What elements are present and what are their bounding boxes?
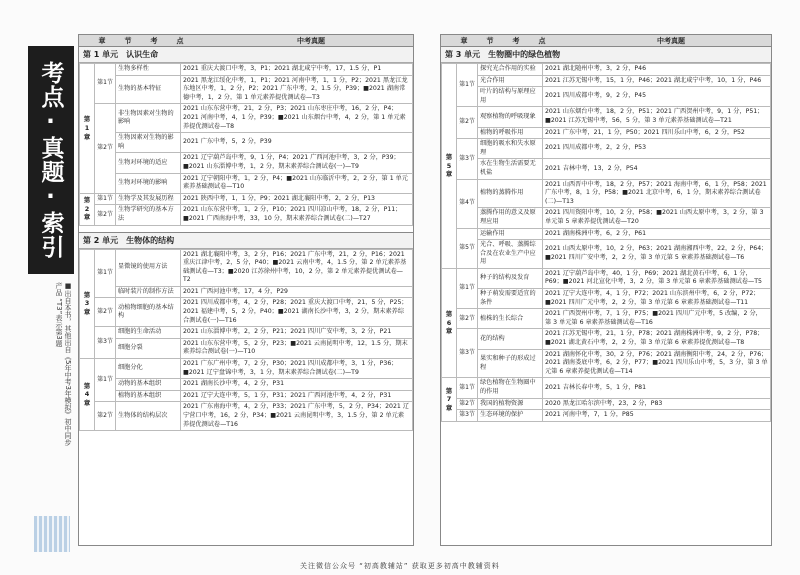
topic-cell: 观察植物的呼吸现象 <box>478 107 543 127</box>
table-row <box>80 193 413 205</box>
section-cell: 第1节 <box>457 378 478 398</box>
topic-cell: 生物学研究的基本方法 <box>116 205 181 225</box>
unit-title: 第 3 单元 生物圈中的绿色植物 <box>441 46 771 63</box>
left-table-body <box>79 46 413 431</box>
exam-cell: 2021 辽宁朝阳中考，1，2 分，P4；■2021 山东临沂中考，2，2 分，第 1 单元素养基础测试卷—T10 <box>181 173 413 193</box>
table-row <box>80 298 413 327</box>
table-header <box>441 35 771 46</box>
section-cell: 第2节 <box>457 309 478 329</box>
exam-cell: 2021 山东东营中考，1，2 分，P10；2021 四川凉山中考，18，2 分，P11；■2021 广西南海中考，33，10 分，期末素养综合测试卷(二)—T27 <box>181 205 413 225</box>
table-row <box>442 240 771 269</box>
table-row <box>442 127 771 139</box>
section-cell: 第3节 <box>457 410 478 422</box>
topic-cell: 叶片的结构与原理应用 <box>478 87 543 107</box>
exam-cell: 2021 山东东营中考，21，2 分，P3；2021 山东枣庄中考，16，2 分，P4；2021 河南中考，4，1 分，P39；■2021 山东烟台中考，4，2 分，第 1 单元素养提优测试卷—T8 <box>181 104 413 133</box>
exam-cell: 2021 广西贺州中考，7，1 分，P75；■2021 四川广元中考，5 改编，2 分，第 3 单元第 6 章素养基础测试卷—T16 <box>543 309 771 329</box>
topic-cell: 细胞的吸水和失水原理 <box>478 139 543 159</box>
topic-cell: 种子的结构及发育 <box>478 268 543 288</box>
topic-cell: 花的结构 <box>478 329 543 349</box>
table-row <box>442 398 771 410</box>
exam-cell: 2021 广东中考，5，2 分，P39 <box>181 133 413 153</box>
topic-cell: 生物的基本特征 <box>116 75 181 104</box>
topic-cell: 果实和种子的形成过程 <box>478 349 543 378</box>
exam-cell: 2021 广西河池中考，17，4 分，P29 <box>181 286 413 298</box>
topic-cell: 光合、呼吸、蒸腾综合及在农业生产中应用 <box>478 240 543 269</box>
topic-cell: 临时装片的制作方法 <box>116 286 181 298</box>
table-row <box>442 289 771 309</box>
exam-cell: 2021 山西太原中考，10，2 分，P63；2021 湖南湘西中考，22，2 分，P64；■2021 四川广安中考，2，2 分，第 3 单元第 5 章素养基础测试卷—T6 <box>543 240 771 269</box>
chapter-cell: 第3章 <box>80 249 95 359</box>
table-row <box>442 228 771 240</box>
exam-cell: 2021 江苏无锡中考，15，1 分，P46；2021 湖北咸宁中考，10，1 分，P46 <box>543 75 771 87</box>
table-row <box>442 159 771 179</box>
exam-cell: 2021 重庆大渡口中考，3，P1；2021 湖北咸宁中考，17，1.5 分，P1 <box>181 64 413 76</box>
topic-cell: 运输作用 <box>478 228 543 240</box>
topic-cell: 生物因素对生物的影响 <box>116 133 181 153</box>
topic-cell: 植物的基本组织 <box>116 390 181 402</box>
exam-cell: 2021 四川成都中考，2，2 分，P53 <box>543 139 771 159</box>
exam-cell: 2021 吉林中考，13，2 分，P54 <box>543 159 771 179</box>
section-cell: 第1节 <box>457 268 478 308</box>
table-row <box>442 268 771 288</box>
side-band <box>28 46 74 546</box>
left-panel <box>78 34 414 546</box>
topic-cell: 生物对环境的影响 <box>116 173 181 193</box>
table-row <box>442 75 771 87</box>
section-cell: 第1节 <box>95 193 116 205</box>
topic-cell: 动物的基本组织 <box>116 379 181 391</box>
chapter-cell: 第4章 <box>80 359 95 431</box>
table-row <box>80 153 413 173</box>
topic-cell: 生态环境的保护 <box>478 410 543 422</box>
chapter-cell: 第1章 <box>80 64 95 194</box>
exam-cell: 2021 湖南怀化中考，30，2 分，P76；2021 湖南衡阳中考，24，2 分，P76；2021 湖南娄底中考，6，2 分，P77；■2021 四川乐山中考，5，3 分，第 3 单元第 6 章素养提优测试卷—T14 <box>543 349 771 378</box>
exam-cell: 2021 吉林长春中考，5，1 分，P81 <box>543 378 771 398</box>
topic-cell: 生物多样性 <box>116 64 181 76</box>
section-cell: 第1节 <box>457 64 478 107</box>
table-row <box>80 104 413 133</box>
side-note: ■出自本书，其他出自《5年中考3年模拟》初中同步产品 “T3”表示第3题 <box>55 282 72 446</box>
table-header <box>79 35 413 46</box>
section-cell: 第1节 <box>95 64 116 104</box>
table-row <box>442 87 771 107</box>
chapter-cell: 第2章 <box>80 193 95 225</box>
exam-cell: 2021 广东南海中考，4，2 分，P33；2021 广东中考，5，2 分，P34；2021 辽宁营口中考，16，2 分，P34；■2021 云南昆明中考，3，1.5 分，第 2 单元素养提优测试卷—T16 <box>181 402 413 431</box>
section-cell: 第4节 <box>457 179 478 228</box>
table-row <box>80 338 413 358</box>
table-row <box>80 205 413 225</box>
section-cell: 第3节 <box>457 329 478 378</box>
exam-cell: 2021 陕西中考，1，1 分，P9；2021 湖北襄阳中考，2，2 分，P13 <box>181 193 413 205</box>
topic-cell: 非生物因素对生物的影响 <box>116 104 181 133</box>
section-cell: 第2节 <box>95 104 116 193</box>
table-row <box>442 179 771 208</box>
table-row <box>80 390 413 402</box>
section-cell: 第2节 <box>95 402 116 431</box>
exam-cell: 2020 黑龙江哈尔滨中考，23，2 分，P83 <box>543 398 771 410</box>
exam-cell: 2021 河南中考，7，1 分，P85 <box>543 410 771 422</box>
unit-title: 第 1 单元 认识生命 <box>79 46 413 63</box>
topic-cell: 绿色植物在生物圈中的作用 <box>478 378 543 398</box>
table-row <box>442 208 771 228</box>
topic-cell: 植物的呼吸作用 <box>478 127 543 139</box>
exam-cell: 2021 广东中考，21，1 分，P50；2021 四川乐山中考，6，2 分，P52 <box>543 127 771 139</box>
chapter-cell: 第7章 <box>442 378 457 421</box>
table-row <box>80 379 413 391</box>
section-cell: 第2节 <box>95 298 116 327</box>
exam-cell: 2021 山东淄博中考，2，2 分，P21；2021 四川广安中考，3，2 分，P21 <box>181 327 413 339</box>
section-cell: 第1节 <box>95 249 116 298</box>
topic-cell: 水在生物生活需要无机盐 <box>478 159 543 179</box>
unit-table <box>79 63 413 226</box>
section-cell: 第3节 <box>95 327 116 359</box>
topic-cell: 细胞的生命活动 <box>116 327 181 339</box>
topic-cell: 动植物细胞的基本结构 <box>116 298 181 327</box>
topic-cell: 生物体的结构层次 <box>116 402 181 431</box>
exam-cell: 2021 山东烟台中考，18，2 分，P51；2021 广西贺州中考，9，1 分，P51；■2021 江苏无锡中考，56，5 分，第 3 单元素养基础测试卷—T21 <box>543 107 771 127</box>
exam-cell: 2021 湖南株洲中考，6，2 分，P61 <box>543 228 771 240</box>
table-row <box>442 349 771 378</box>
section-cell: 第2节 <box>457 398 478 410</box>
exam-cell: 2021 湖北襄阳中考，3，2 分，P16；2021 广东中考，21，2 分，P16；2021 重庆江津中考，2，5 分，P40；■2021 云南中考，4，1.5 分，第 2 单元素养基础测试卷—T3；■2020 江苏徐州中考，10，2 分，第 2 单元素养提优测试卷—T2 <box>181 249 413 286</box>
section-cell: 第2节 <box>457 107 478 139</box>
qr-code-icon <box>34 516 70 552</box>
topic-cell: 探究光合作用的实验 <box>478 64 543 76</box>
header-topic: 章 节 考 点 <box>98 36 190 45</box>
topic-cell: 生物对环境的适应 <box>116 153 181 173</box>
topic-cell: 蒸腾作用的意义及原理应用 <box>478 208 543 228</box>
table-row <box>80 286 413 298</box>
footer-note: 关注微信公众号 “初高教辅站” 获取更多初高中教辅资料 <box>300 562 500 570</box>
right-table-body <box>441 46 771 422</box>
exam-cell: 2021 四川成都中考，9，2 分，P45 <box>543 87 771 107</box>
table-row <box>80 402 413 431</box>
table-row <box>80 64 413 76</box>
topic-cell: 细胞分化 <box>116 359 181 379</box>
topic-cell: 光合作用 <box>478 75 543 87</box>
table-row <box>80 75 413 104</box>
header-exams: 中考真题 <box>657 36 685 45</box>
exam-cell: 2021 辽宁葫芦岛中考，40，1 分，P69；2021 湖北黄石中考，6，1 分，P69；■2021 河北宣化中考，3，2 分，第 3 单元第 6 章素养基础测试卷—T5 <box>543 268 771 288</box>
table-row <box>442 107 771 127</box>
exam-cell: 2021 湖南长沙中考，4，2 分，P31 <box>181 379 413 391</box>
exam-cell: 2021 辽宁大连中考，4，1 分，P72；2021 山东滨州中考，6，2 分，P72；■2021 四川广元中考，2，2 分，第 3 单元第 6 章素养基础测试卷—T11 <box>543 289 771 309</box>
table-row <box>80 327 413 339</box>
exam-cell: 2021 黑龙江绥化中考，1，P1；2021 河南中考，1，1 分，P2；2021 黑龙江龙东地区中考，1，2 分，P2；2021 广东中考，2，1.5 分，P39；■2021 湖南常德中考，1，2 分，第 1 单元素养提优测试卷—T3 <box>181 75 413 104</box>
topic-cell: 植株的生长综合 <box>478 309 543 329</box>
exam-cell: 2021 湖北随州中考，3，2 分，P46 <box>543 64 771 76</box>
chapter-cell: 第6章 <box>442 268 457 378</box>
chapter-cell: 第5章 <box>442 64 457 269</box>
table-row <box>442 329 771 349</box>
unit-table <box>441 63 771 422</box>
table-row <box>442 410 771 422</box>
section-cell: 第3节 <box>457 139 478 179</box>
table-row <box>442 139 771 159</box>
table-row <box>80 173 413 193</box>
header-topic: 章 节 考 点 <box>460 36 552 45</box>
exam-cell: 2021 四川成都中考，4，2 分，P28；2021 重庆大渡口中考，21，5 分，P25；2021 福建中考，5，2 分，P40；■2021 湖南长沙中考，3，2 分，期末素养综合测试卷(一)—T16 <box>181 298 413 327</box>
topic-cell: 我国的植物资源 <box>478 398 543 410</box>
exam-cell: 2021 山西晋中中考，18，2 分，P57；2021 海南中考，6，1 分，P58；2021 广东中考，8，1 分，P58；■2021 北京中考，6，1 分，期末素养综合测试卷(二)—T13 <box>543 179 771 208</box>
topic-cell: 植物的蒸腾作用 <box>478 179 543 208</box>
right-panel <box>440 34 772 546</box>
topic-cell: 细胞分裂 <box>116 338 181 358</box>
unit-title: 第 2 单元 生物体的结构 <box>79 232 413 249</box>
unit-table <box>79 249 413 432</box>
exam-cell: 2021 广东广州中考，7，2 分，P30；2021 四川成都中考，3，1 分，P36；■2021 辽宁盘锦中考，3，1 分，期末素养综合测试卷(二)—T9 <box>181 359 413 379</box>
exam-cell: 2021 四川资阳中考，10，2 分，P58；■2021 山西太原中考，3，2 分，第 3 单元第 5 章素养提优测试卷—T20 <box>543 208 771 228</box>
section-cell: 第1节 <box>95 359 116 402</box>
topic-cell: 生物学及其发展历程 <box>116 193 181 205</box>
table-row <box>80 249 413 286</box>
exam-cell: 2021 辽宁大连中考，5，1 分，P31；2021 广西河池中考，4，2 分，P31 <box>181 390 413 402</box>
table-row <box>80 359 413 379</box>
section-cell: 第5节 <box>457 228 478 268</box>
table-row <box>442 64 771 76</box>
side-title: 考点·真题·索引 <box>28 46 74 274</box>
table-row <box>442 378 771 398</box>
header-exams: 中考真题 <box>297 36 325 45</box>
exam-cell: 2021 江苏无锡中考，21，1 分，P78；2021 湖南株洲中考，9，2 分，P78；■2021 湖北黄石中考，2，2 分，第 3 单元第 6 章素养提优测试卷—T8 <box>543 329 771 349</box>
topic-cell: 显微镜的使用方法 <box>116 249 181 286</box>
topic-cell: 种子萌发需要适宜的条件 <box>478 289 543 309</box>
section-cell: 第2节 <box>95 205 116 225</box>
table-row <box>80 133 413 153</box>
exam-cell: 2021 辽宁葫芦岛中考，9，1 分，P4；2021 广西河池中考，3，2 分，P39；■2021 山东淄博中考，1，2 分，期末素养综合测试卷(一)—T9 <box>181 153 413 173</box>
exam-cell: 2021 山东东营中考，5，2 分，P23；■2021 云南昆明中考，12，1.5 分，期末素养综合测试卷(一)—T10 <box>181 338 413 358</box>
table-row <box>442 309 771 329</box>
